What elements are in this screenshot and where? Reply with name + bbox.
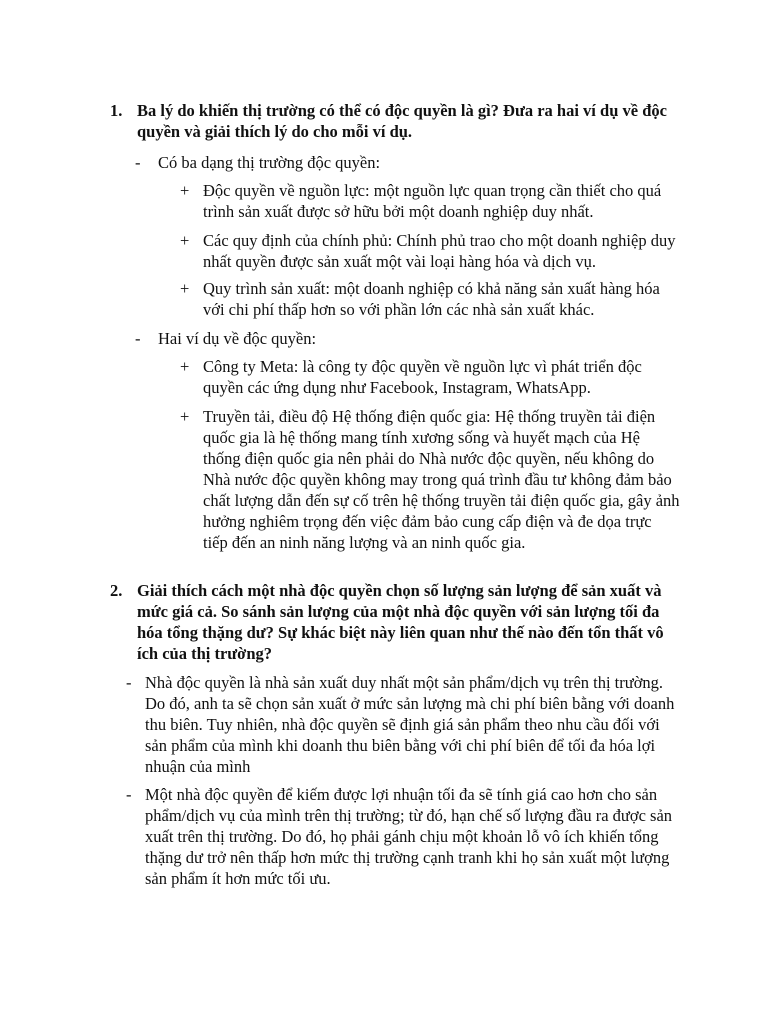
plus-marker: + [180,279,190,298]
question-text: Ba lý do khiến thị trường có thể có độc quyền là gì? Đưa ra hai ví dụ về độc quyền và giải thích lý do cho mỗi ví dụ. [137,101,667,141]
dash-marker: - [135,329,141,348]
section-dash-item [135,152,680,173]
plus-item [180,180,680,222]
paragraph-text: Nhà độc quyền là nhà sản xuất duy nhất một sản phẩm/dịch vụ trên thị trường. Do đó, anh ta sẽ chọn sản xuất ở mức sản lượng mà chi phí biên bằng với doanh thu biên. Tuy nhiên, nhà độc quyền sẽ định giá sản phẩm theo nhu cầu đối với sản phẩm của mình khi doanh thu biên bằng với chi phí biên để tối đa hóa lợi nhuận của mình [145,673,675,776]
paragraph-text: Một nhà độc quyền để kiếm được lợi nhuận tối đa sẽ tính giá cao hơn cho sản phẩm/dịch vụ của mình trên thị trường; từ đó, hạn chế số lượng đầu ra được sản xuất trên thị trường. Do đó, họ phải gánh chịu một khoản lỗ vô ích khiến tổng thặng dư trở nên thấp hơn mức thị trường cạnh tranh khi họ sản xuất một lượng sản phẩm ít hơn mức tối ưu. [145,785,673,888]
plus-item [180,230,680,272]
dash-marker: - [126,673,132,692]
section-dash-item [135,328,680,349]
plus-marker: + [180,357,190,376]
plus-item [180,406,680,553]
plus-item-text: Quy trình sản xuất: một doanh nghiệp có khả năng sản xuất hàng hóa với chi phí thấp hơn so với phần lớn các nhà sản xuất khác. [203,279,660,319]
section-text: Hai ví dụ về độc quyền: [158,329,317,348]
plus-marker: + [180,231,190,250]
dash-marker: - [135,153,141,172]
section-text: Có ba dạng thị trường độc quyền: [158,153,381,172]
plus-item-text: Độc quyền về nguồn lực: một nguồn lực quan trọng cần thiết cho quá trình sản xuất được sở hữu bởi một doanh nghiệp duy nhất. [203,181,662,221]
plus-item [180,278,680,320]
plus-marker: + [180,181,190,200]
plus-item-text: Công ty Meta: là công ty độc quyền về nguồn lực vì phát triển độc quyền các ứng dụng như Facebook, Instagram, WhatsApp. [203,357,642,397]
plus-item-text: Truyền tải, điều độ Hệ thống điện quốc gia: Hệ thống truyền tải điện quốc gia là hệ thống mang tính xương sống và huyết mạch của Hệ thống điện quốc gia nên phải do Nhà nước độc quyền, nếu không do Nhà nước độc quyền không may trong quá trình đầu tư không đảm bảo chất lượng dẫn đến sự cố trên hệ thống truyền tải điện quốc gia, gây ảnh hưởng nghiêm trọng đến việc đảm bảo cung cấp điện và đe dọa trực tiếp đến an ninh năng lượng và an ninh quốc gia. [203,407,680,552]
plus-marker: + [180,407,190,426]
dash-marker: - [126,785,132,804]
question-2-heading [110,580,680,664]
question-1-heading [110,100,680,142]
question-text: Giải thích cách một nhà độc quyền chọn số lượng sản lượng để sản xuất và mức giá cả. So sánh sản lượng của một nhà độc quyền với sản lượng tối đa hóa tổng thặng dư? Sự khác biệt này liên quan như thế nào đến tổn thất vô ích của thị trường? [137,581,664,663]
plus-item [180,356,680,398]
question-number: 2. [110,581,123,600]
plus-item-text: Các quy định của chính phủ: Chính phủ trao cho một doanh nghiệp duy nhất quyền được sản xuất một vài loại hàng hóa và dịch vụ. [203,231,676,271]
answer-paragraph [126,672,684,777]
question-number: 1. [110,101,123,120]
answer-paragraph [126,784,684,889]
